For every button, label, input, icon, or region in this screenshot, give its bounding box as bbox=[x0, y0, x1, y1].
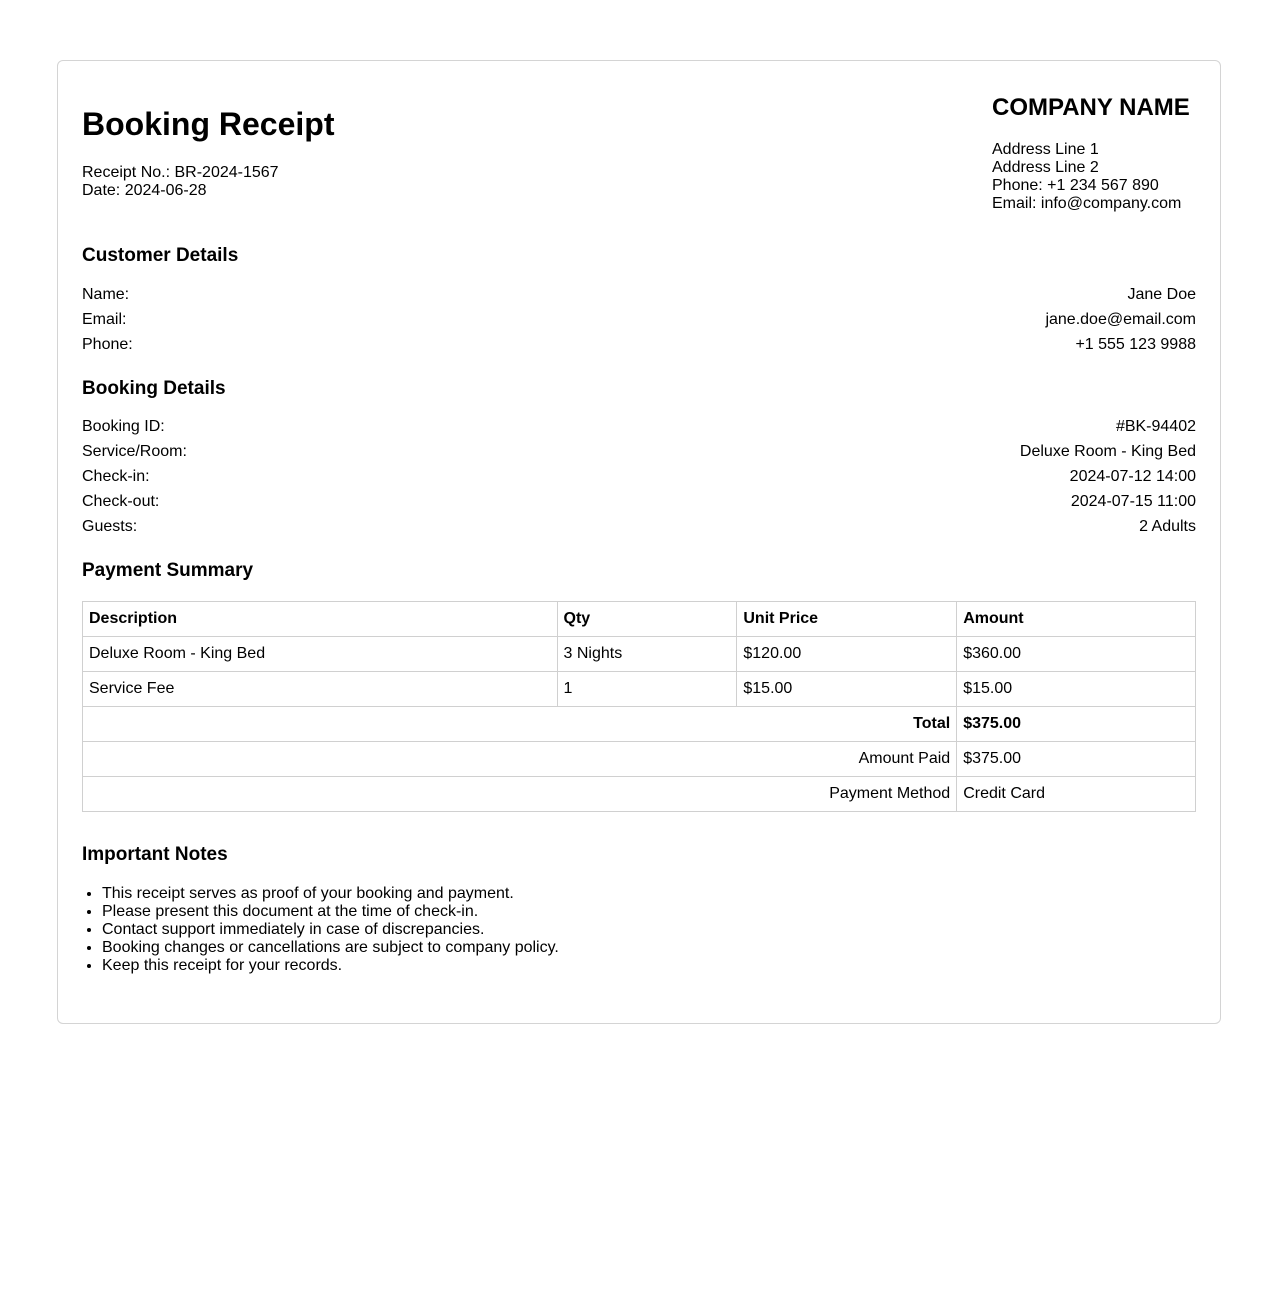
kv-label: Email: bbox=[82, 311, 127, 328]
kv-value: Deluxe Room - King Bed bbox=[1019, 443, 1196, 460]
kv-value: jane.doe@email.com bbox=[1045, 311, 1196, 328]
table-row bbox=[83, 672, 1196, 707]
receipt-content bbox=[82, 61, 1196, 1023]
company-phone: Phone: +1 234 567 890 bbox=[992, 177, 1159, 194]
cell-description: Service Fee bbox=[83, 672, 558, 707]
cell-qty: 1 bbox=[557, 672, 737, 707]
booking-row-guests bbox=[82, 518, 1196, 543]
kv-label: Phone: bbox=[82, 336, 133, 353]
payment-summary-heading: Payment Summary bbox=[82, 560, 254, 581]
kv-label: Service/Room: bbox=[82, 443, 187, 460]
kv-value: 2024-07-12 14:00 bbox=[1069, 468, 1196, 485]
payment-table-body bbox=[83, 637, 1196, 812]
important-notes-heading: Important Notes bbox=[82, 844, 228, 865]
kv-value: +1 555 123 9988 bbox=[1075, 336, 1196, 353]
company-name: COMPANY NAME bbox=[992, 94, 1190, 121]
cell-unit-price: $120.00 bbox=[737, 637, 957, 672]
total-label: Total bbox=[83, 707, 957, 742]
company-address-line-2: Address Line 2 bbox=[992, 159, 1099, 176]
payment-table-head bbox=[83, 602, 1196, 637]
list-item: • Keep this receipt for your records. bbox=[102, 957, 559, 975]
payment-method-row bbox=[83, 777, 1196, 812]
list-item: • Booking changes or cancellations are subject to company policy. bbox=[102, 939, 559, 957]
company-email: Email: info@company.com bbox=[992, 195, 1182, 212]
customer-details-heading: Customer Details bbox=[82, 245, 239, 266]
column-header-amount: Amount bbox=[957, 602, 1196, 637]
kv-label: Check-out: bbox=[82, 493, 160, 510]
receipt-number: Receipt No.: BR-2024-1567 bbox=[82, 164, 279, 181]
cell-description: Deluxe Room - King Bed bbox=[83, 637, 558, 672]
cell-amount: $15.00 bbox=[957, 672, 1196, 707]
table-header-row bbox=[83, 602, 1196, 637]
customer-row-phone bbox=[82, 336, 1196, 361]
kv-label: Guests: bbox=[82, 518, 138, 535]
amount-paid-label: Amount Paid bbox=[83, 742, 957, 777]
cell-unit-price: $15.00 bbox=[737, 672, 957, 707]
booking-row-checkin bbox=[82, 468, 1196, 493]
kv-label: Name: bbox=[82, 286, 130, 303]
customer-row-name bbox=[82, 286, 1196, 311]
list-item: • Please present this document at the time of check-in. bbox=[102, 903, 559, 921]
customer-row-email bbox=[82, 311, 1196, 336]
kv-value: #BK-94402 bbox=[1115, 418, 1196, 435]
amount-paid-row bbox=[83, 742, 1196, 777]
column-header-unit-price: Unit Price bbox=[737, 602, 957, 637]
receipt-date: Date: 2024-06-28 bbox=[82, 182, 207, 199]
total-row bbox=[83, 707, 1196, 742]
booking-row-checkout bbox=[82, 493, 1196, 518]
receipt-meta bbox=[82, 164, 279, 200]
kv-label: Booking ID: bbox=[82, 418, 165, 435]
payment-method-value: Credit Card bbox=[957, 777, 1196, 812]
receipt-card bbox=[57, 60, 1221, 1024]
list-item: • Contact support immediately in case of discrepancies. bbox=[102, 921, 559, 939]
column-header-description: Description bbox=[83, 602, 558, 637]
kv-value: Jane Doe bbox=[1127, 286, 1196, 303]
booking-details-heading: Booking Details bbox=[82, 378, 226, 399]
kv-value: 2 Adults bbox=[1139, 518, 1196, 535]
column-header-qty: Qty bbox=[557, 602, 737, 637]
notes-list bbox=[102, 885, 559, 975]
list-item: • This receipt serves as proof of your booking and payment. bbox=[102, 885, 559, 903]
cell-amount: $360.00 bbox=[957, 637, 1196, 672]
booking-row-id bbox=[82, 418, 1196, 443]
amount-paid-value: $375.00 bbox=[957, 742, 1196, 777]
payment-table bbox=[82, 601, 1196, 812]
booking-details-list bbox=[82, 418, 1196, 543]
total-value: $375.00 bbox=[957, 707, 1196, 742]
booking-row-service bbox=[82, 443, 1196, 468]
kv-label: Check-in: bbox=[82, 468, 150, 485]
table-row bbox=[83, 637, 1196, 672]
company-info bbox=[992, 94, 1196, 213]
customer-details-list bbox=[82, 286, 1196, 361]
company-address-line-1: Address Line 1 bbox=[992, 141, 1099, 158]
receipt-title: Booking Receipt bbox=[82, 106, 335, 142]
payment-method-label: Payment Method bbox=[83, 777, 957, 812]
kv-value: 2024-07-15 11:00 bbox=[1070, 493, 1196, 510]
cell-qty: 3 Nights bbox=[557, 637, 737, 672]
